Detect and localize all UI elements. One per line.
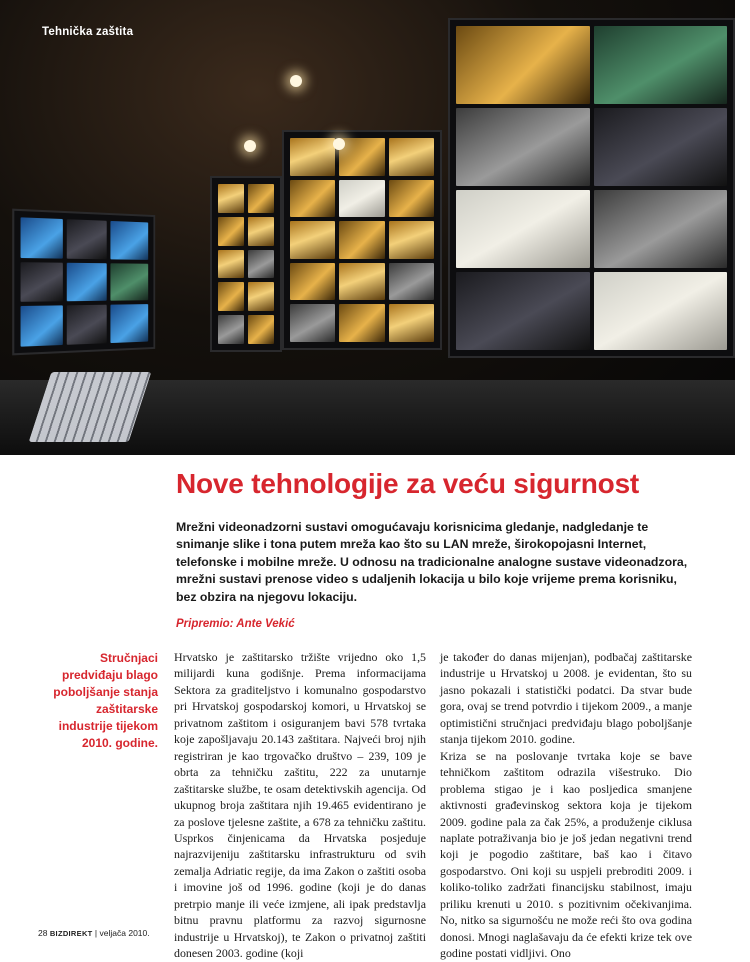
body-paragraph: je također do danas mijenjan), podbačaj zaštitarske industrije u Hrvatskoj u 2008. je evidentan, što su jasno pokazali i statistički podatci. Da stvar bude gora, ovaj se trend potvrdio i tijekom 2009., a manje optimistični stručnjaci predviđaju blago poboljšanje stanja tijekom 2010. godine. <box>440 650 692 747</box>
body-column-2 <box>440 649 692 962</box>
page-footer <box>38 928 150 938</box>
article-headline: Nove tehnologije za veću sigurnost <box>176 468 640 499</box>
author-credit: Pripremio: Ante Vekić <box>176 618 295 630</box>
ceiling-light <box>244 140 256 152</box>
body-paragraph: Kriza se na poslovanje tvrtaka koje se bave tehničkom zaštitom odrazila višestruko. Dio problema stigao je i kao posljedica smanjene aktivnosti građevinskog sektora koja je tijekom 2009. godine pala za čak 25%, a produženje ciklusa naplate potraživanja bio je još jedan negativni trend koji je pogodio zaštitare, baš kao i čitavo gospodarstvo. Oni koji su uspjeli prebroditi 2009. i koliko-toliko zadržati financijsku stabilnost, imaju priliku krenuti u 2010. s pozitivnim očekivanjima. No, nitko sa sigurnošću ne može reći što ova godina donosi. Mnogi naglašavaju da će efekti krize tek ove godine postati vidljivi. Ono <box>440 748 692 961</box>
hero-photo <box>0 0 735 455</box>
footer-separator: | <box>94 928 98 938</box>
monitor-bank-3 <box>448 18 735 358</box>
pull-quote: Stručnjaci predviđaju blago poboljšanje stanja zaštitarske industrije tijekom 2010. godine. <box>53 651 158 750</box>
ceiling-light <box>290 75 302 87</box>
issue-date: veljača 2010. <box>99 928 150 938</box>
body-column-1 <box>174 649 426 962</box>
section-tag: Tehnička zaštita <box>42 26 134 38</box>
ceiling-light <box>333 138 345 150</box>
body-paragraph: Hrvatsko je zaštitarsko tržište vrijedno oko 1,5 milijardi kuna godišnje. Prema informacijama Sektora za graditeljstvo i komunalno gospodarstvo pri Hrvatskoj gospodarskoj komori, u Hrvatskoj se privatnom zaštitom i osiguranjem bavi 578 tvrtaka koje zapošljavaju 20.143 zaštitara. Najveći broj njih registriran je kao trgovačko društvo – 239, 109 je obrta za tehničku zaštitu, 222 za unutarnje zaštitarske službe, te osam detektivskih agencija. Od ukupnog broja zaštitara njih 19.465 evidentirano je za poslove tjelesne zaštite, a 678 za tehničku zaštitu. Usprkos činjenicama da Hrvatska posjeduje najrazvijeniju zaštitarsku infrastrukturu od svih zemalja Adriatic regije, da ima Zakon o zaštiti osoba i imovine još od 1996. godine (koji je do danas pretrpio manje ili veće izmjene, ali ipak predstavlja bitnu pravnu platformu za razvoj sigurnosne industrije u Hrvatskoj), te Zakon o privatnoj zaštiti donesen 2003. godine (koji <box>174 650 426 961</box>
article-lead: Mrežni videonadzorni sustavi omogućavaju korisnicima gledanje, nadgledanje te snimanje slike i tona putem mreža kao što su LAN mreže, širokopojasni Internet, telefonske i mobilne mreže. U odnosu na tradicionalne analogne sustave videonadzora, mrežni sustavi prenose video s udaljenih lokacija u bilo koje vrijeme prema korisniku, bez obzira na njegovu lokaciju. <box>176 520 688 604</box>
page-number: 28 <box>38 928 48 938</box>
magazine-name: BIZDIREKT <box>49 929 93 938</box>
monitor-bank-2 <box>282 130 442 350</box>
monitor-left <box>12 209 155 356</box>
monitor-bank-1 <box>210 176 282 352</box>
